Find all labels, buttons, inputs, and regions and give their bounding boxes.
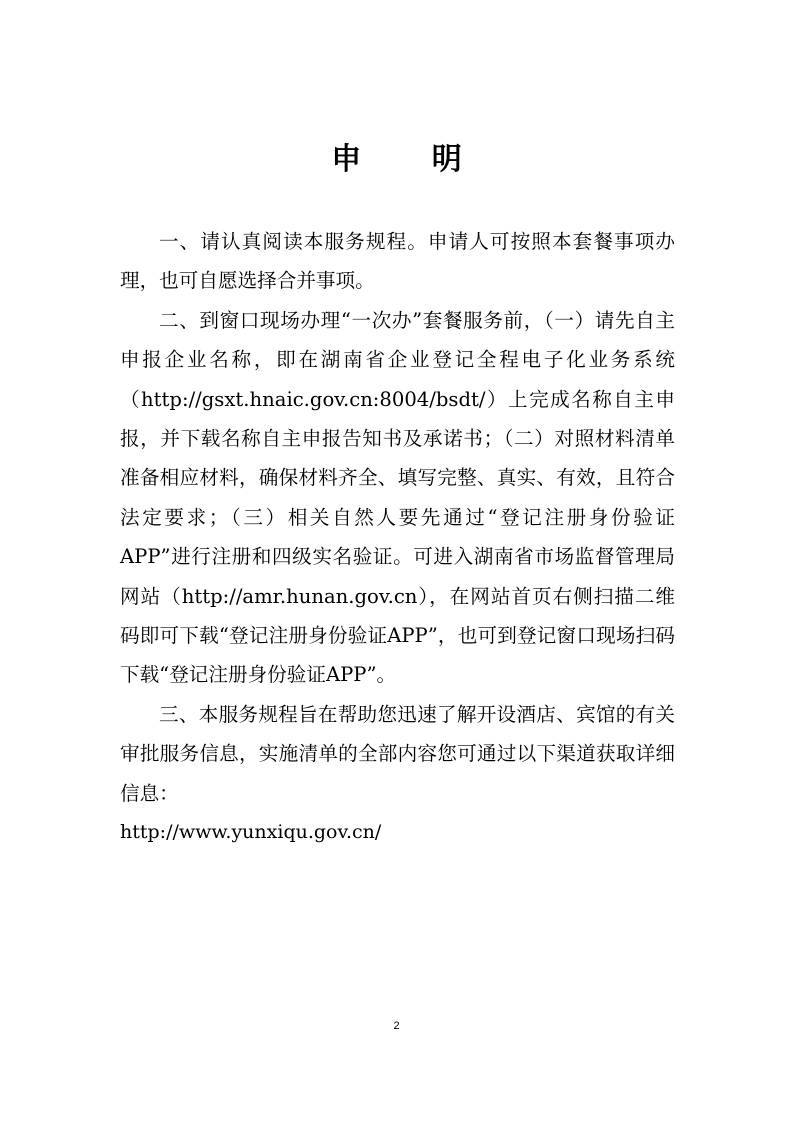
page-number: 2	[393, 1020, 400, 1032]
paragraph-2: 二、到窗口现场办理“一次办”套餐服务前，（一）请先自主申报企业名称，即在湖南省企业登记全程电子化业务系统（http://gsxt.hnaic.gov.cn:8004/bsdt/）上完成名称自主申报，并下载名称自主申报告知书及承诺书；（二）对照材料清单准备相应材料，确保材料齐全、填写完整、真实、有效，且符合法定要求；（三）相关自然人要先通过“登记注册身份验证APP”进行注册和四级实名验证。可进入湖南省市场监督管理局网站（http://amr.hunan.gov.cn），在网站首页右侧扫描二维码即可下载“登记注册身份验证APP”，也可到登记窗口现场扫码下载“登记注册身份验证APP”。	[120, 308, 675, 687]
document-body	[120, 222, 675, 853]
paragraph-3: 三、本服务规程旨在帮助您迅速了解开设酒店、宾馆的有关审批服务信息，实施清单的全部内容您可通过以下渠道获取详细信息：	[120, 702, 675, 805]
website-url[interactable]: http://www.yunxiqu.gov.cn/	[120, 821, 382, 844]
page-title: 申 明	[331, 142, 492, 177]
paragraph-1: 一、请认真阅读本服务规程。申请人可按照本套餐事项办理，也可自愿选择合并事项。	[120, 230, 675, 293]
